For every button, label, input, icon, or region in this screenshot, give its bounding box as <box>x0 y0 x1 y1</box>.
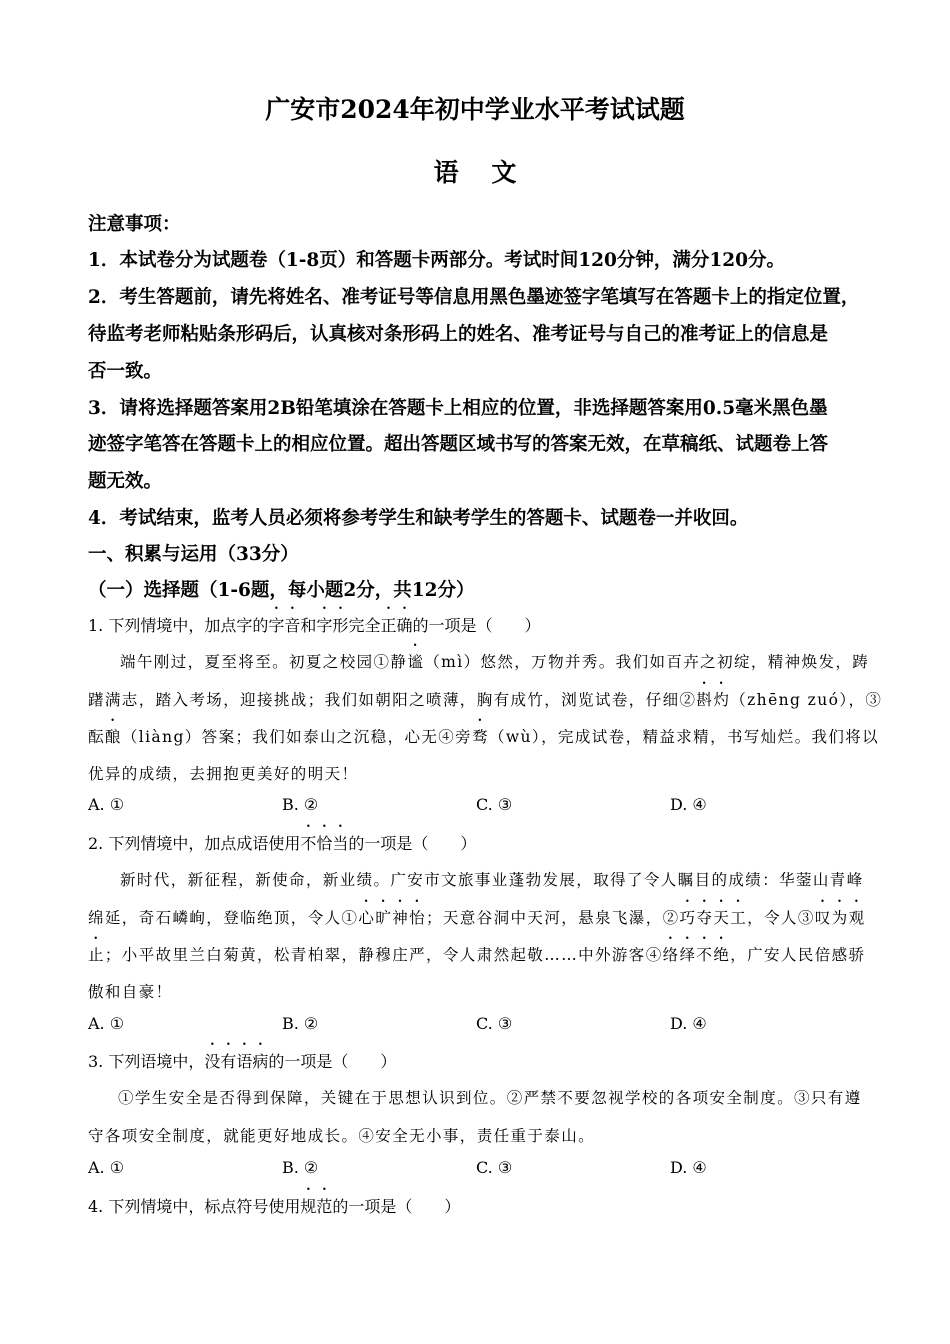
dotted-idiom <box>663 946 731 964</box>
emphasis-char: 绝 <box>713 946 731 964</box>
emphasis-char: 不 <box>300 834 317 853</box>
q1-option-c[interactable]: C. ③ <box>476 795 513 814</box>
q2-passage-line-1: 新时代，新征程，新使命，新业绩。广安市文旅事业蓬勃发展，取得了令人瞩目的成绩：华蓥山青峰 <box>120 871 864 889</box>
q3-option-d[interactable]: D. ④ <box>670 1158 707 1177</box>
emphasis-text <box>204 1052 268 1071</box>
emphasis-text <box>380 616 412 635</box>
dotted-char: 斟 <box>696 691 714 709</box>
q1-passage-line-2: 躇满志，踏入考场，迎接挑战；我们如朝阳之喷薄，胸有成竹，浏览试卷，仔细②斟灼（zhēng zuó），③ <box>88 691 883 709</box>
emphasis-char: 正 <box>380 616 397 635</box>
dotted-idiom <box>680 909 748 927</box>
emphasis-char: 夺 <box>696 909 714 927</box>
emphasis-char: 病 <box>252 1052 269 1071</box>
q1-passage-line-4: 优异的成绩，去拥抱更美好的明天！ <box>88 765 359 783</box>
q3-option-a[interactable]: A. ① <box>88 1158 125 1177</box>
q1-option-d[interactable]: D. ④ <box>670 795 707 814</box>
q1-option-b[interactable]: B. ② <box>282 795 319 814</box>
emphasis-text <box>268 616 300 635</box>
emphasis-char: 字 <box>268 616 285 635</box>
q3-passage-line-2: 守各项安全制度，就能更好地成长。④安全无小事，责任重于泰山。 <box>88 1127 596 1145</box>
q2-passage-line-4: 傲和自豪！ <box>88 983 173 1001</box>
dotted-char: 谧 <box>407 653 425 671</box>
dotted-char: 骛 <box>472 728 489 746</box>
emphasis-char: 神 <box>392 909 410 927</box>
emphasis-char: 没 <box>204 1052 221 1071</box>
emphasis-char: 心 <box>358 909 376 927</box>
emphasis-char: 旷 <box>375 909 393 927</box>
notice-item-2-line-2: 待监考老师粘贴条形码后，认真核对条形码上的姓名、准考证号与自己的准考证上的信息是 <box>88 324 829 345</box>
emphasis-char: 形 <box>332 616 349 635</box>
emphasis-char: 音 <box>284 616 301 635</box>
q2-passage-line-2: 绵延，奇石嶙峋，登临绝顶，令人①心旷神怡；天意谷洞中天河，悬泉飞瀑，②巧夺天工，令人③叹为观 <box>88 909 866 927</box>
notice-item-2-line-1: 2．考生答题前，请先将姓名、准考证号等信息用黑色墨迹签字笔填写在答题卡上的指定位置， <box>88 287 860 308</box>
emphasis-char: 怡 <box>409 909 427 927</box>
notice-item-2-line-3: 否一致。 <box>88 361 163 382</box>
section-heading: 一、积累与运用（33分） <box>88 544 299 565</box>
q2-passage-line-3: 止；小平故里兰白菊黄，松青柏翠，静穆庄严，令人肃然起敬……中外游客④络绎不绝，广安人民倍感骄 <box>88 946 866 964</box>
dotted-idiom <box>815 909 866 927</box>
q2-option-d[interactable]: D. ④ <box>670 1014 707 1033</box>
emphasis-text <box>300 834 348 853</box>
q1-passage-line-3: 酝酿（liàng）答案；我们如泰山之沉稳，心无④旁骛（wù），完成试卷，精益求精，书写灿烂。我们将以 <box>88 728 880 746</box>
exam-title: 广安市2024年初中学业水平考试试题 <box>265 95 685 124</box>
emphasis-char: 叹 <box>814 909 832 927</box>
q2-stem: 2. 下列情境中，加点成语使用不恰当的一项是（ ） <box>88 834 477 853</box>
emphasis-char: 范 <box>316 1197 333 1216</box>
q1-passage-line-1: 端午刚过，夏至将至。初夏之校园①静谧（mì）悠然，万物并秀。我们如百卉之初绽，精神焕发，踌 <box>120 653 870 671</box>
q3-option-b[interactable]: B. ② <box>282 1158 319 1177</box>
notice-item-4: 4．考试结束，监考人员必须将参考学生和缺考学生的答题卡、试题卷一并收回。 <box>88 508 749 529</box>
emphasis-char: 巧 <box>679 909 697 927</box>
notice-item-3-line-1: 3．请将选择题答案用2B铅笔填涂在答题卡上相应的位置，非选择题答案用0.5毫米黑色墨 <box>88 398 828 419</box>
emphasis-char: 络 <box>662 946 680 964</box>
dotted-char: 灼 <box>713 691 731 709</box>
emphasis-char: 语 <box>236 1052 253 1071</box>
q1-stem: 1. 下列情境中，加点字的字音和字形完全正确的一项是（ ） <box>88 616 541 635</box>
emphasis-char: 当 <box>332 834 349 853</box>
dotted-char: 酿 <box>104 728 122 746</box>
q3-stem: 3. 下列语境中，没有语病的一项是（ ） <box>88 1052 397 1071</box>
notice-heading: 注意事项： <box>88 214 181 235</box>
q2-option-a[interactable]: A. ① <box>88 1014 125 1033</box>
notice-item-3-line-3: 题无效。 <box>88 471 163 492</box>
q3-passage-line-1: ①学生安全是否得到保障，关键在于思想认识到位。②严禁不要忽视学校的各项安全制度。③只有遵 <box>118 1089 862 1107</box>
emphasis-char: 恰 <box>316 834 333 853</box>
emphasis-char: 天 <box>713 909 731 927</box>
emphasis-char: 有 <box>220 1052 237 1071</box>
emphasis-char: 规 <box>300 1197 317 1216</box>
emphasis-char: 工 <box>730 909 748 927</box>
notice-item-3-line-2: 迹签字笔答在答题卡上的相应位置。超出答题区域书写的答案无效，在草稿纸、试题卷上答 <box>88 434 829 455</box>
dotted-idiom: 止 <box>88 946 105 964</box>
q2-option-c[interactable]: C. ③ <box>476 1014 513 1033</box>
notice-item-1: 1．本试卷分为试题卷（1-8页）和答题卡两部分。考试时间120分钟，满分120分。 <box>88 250 786 271</box>
emphasis-char: 观 <box>848 909 866 927</box>
emphasis-char: 绎 <box>679 946 697 964</box>
q1-option-a[interactable]: A. ① <box>88 795 125 814</box>
dotted-idiom <box>358 909 426 927</box>
emphasis-char: 确 <box>396 616 413 635</box>
subject-title: 语 文 <box>433 158 517 187</box>
emphasis-char: 字 <box>316 616 333 635</box>
emphasis-char: 不 <box>696 946 714 964</box>
q2-option-b[interactable]: B. ② <box>282 1014 319 1033</box>
emphasis-text <box>316 616 348 635</box>
q3-option-c[interactable]: C. ③ <box>476 1158 513 1177</box>
sub-section-heading: （一）选择题（1-6题，每小题2分，共12分） <box>88 580 475 601</box>
emphasis-char: 为 <box>831 909 849 927</box>
q4-stem: 4. 下列情境中，标点符号使用规范的一项是（ ） <box>88 1197 461 1216</box>
emphasis-text <box>300 1197 332 1216</box>
